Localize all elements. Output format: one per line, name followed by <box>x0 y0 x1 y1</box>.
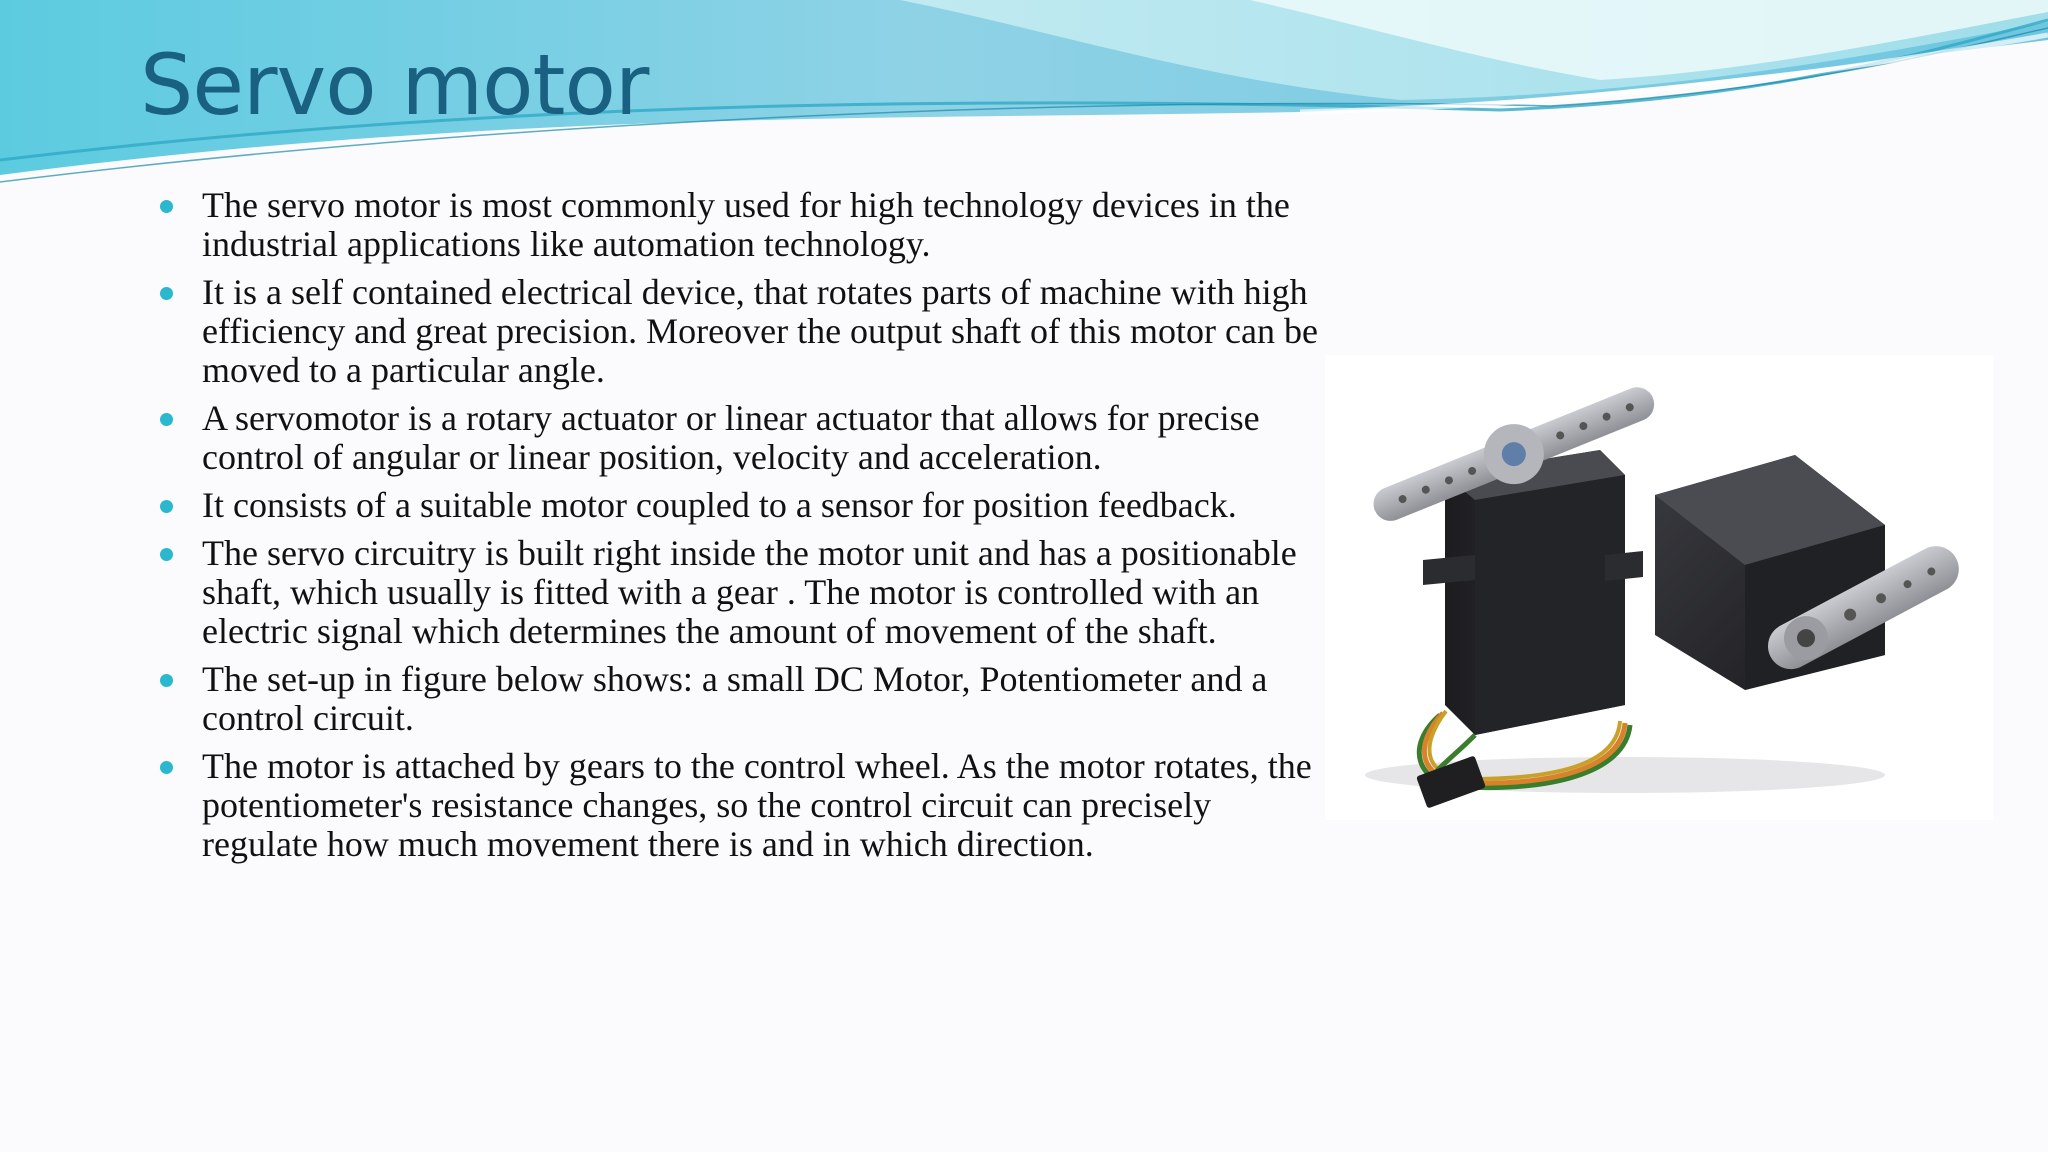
slide-title: Servo motor <box>140 36 649 134</box>
servo-motors-image <box>1325 355 1993 820</box>
bullet-dot-icon <box>160 548 173 561</box>
bullet-item <box>150 486 1330 525</box>
bullet-item <box>150 273 1330 390</box>
bullet-text: It is a self contained electrical device, that rotates parts of machine with high efficiency and great precision. Moreover the output shaft of this motor can be moved to a particular angle. <box>202 272 1318 390</box>
bullet-item <box>150 660 1330 738</box>
bullet-dot-icon <box>160 200 173 213</box>
bullet-text: The motor is attached by gears to the control wheel. As the motor rotates, the potentiometer's resistance changes, so the control circuit can precisely regulate how much movement there is and in which direction. <box>202 746 1312 864</box>
bullet-dot-icon <box>160 287 173 300</box>
bullet-text: It consists of a suitable motor coupled to a sensor for position feedback. <box>202 485 1237 525</box>
bullet-dot-icon <box>160 761 173 774</box>
bullet-text: The servo motor is most commonly used for high technology devices in the industrial applications like automation technology. <box>202 185 1290 264</box>
bullet-text: The servo circuitry is built right inside the motor unit and has a positionable shaft, which usually is fitted with a gear . The motor is controlled with an electric signal which determines the amount of movement of the shaft. <box>202 533 1297 651</box>
bullet-text: A servomotor is a rotary actuator or linear actuator that allows for precise control of angular or linear position, velocity and acceleration. <box>202 398 1260 477</box>
bullet-dot-icon <box>160 500 173 513</box>
bullet-item <box>150 747 1330 864</box>
bullet-text: The set-up in figure below shows: a small DC Motor, Potentiometer and a control circuit. <box>202 659 1268 738</box>
bullet-item <box>150 534 1330 651</box>
servo-motors-illustration <box>1325 355 1993 820</box>
bullet-dot-icon <box>160 413 173 426</box>
bullet-item <box>150 399 1330 477</box>
bullet-list <box>150 186 1330 873</box>
bullet-item <box>150 186 1330 264</box>
bullet-dot-icon <box>160 674 173 687</box>
